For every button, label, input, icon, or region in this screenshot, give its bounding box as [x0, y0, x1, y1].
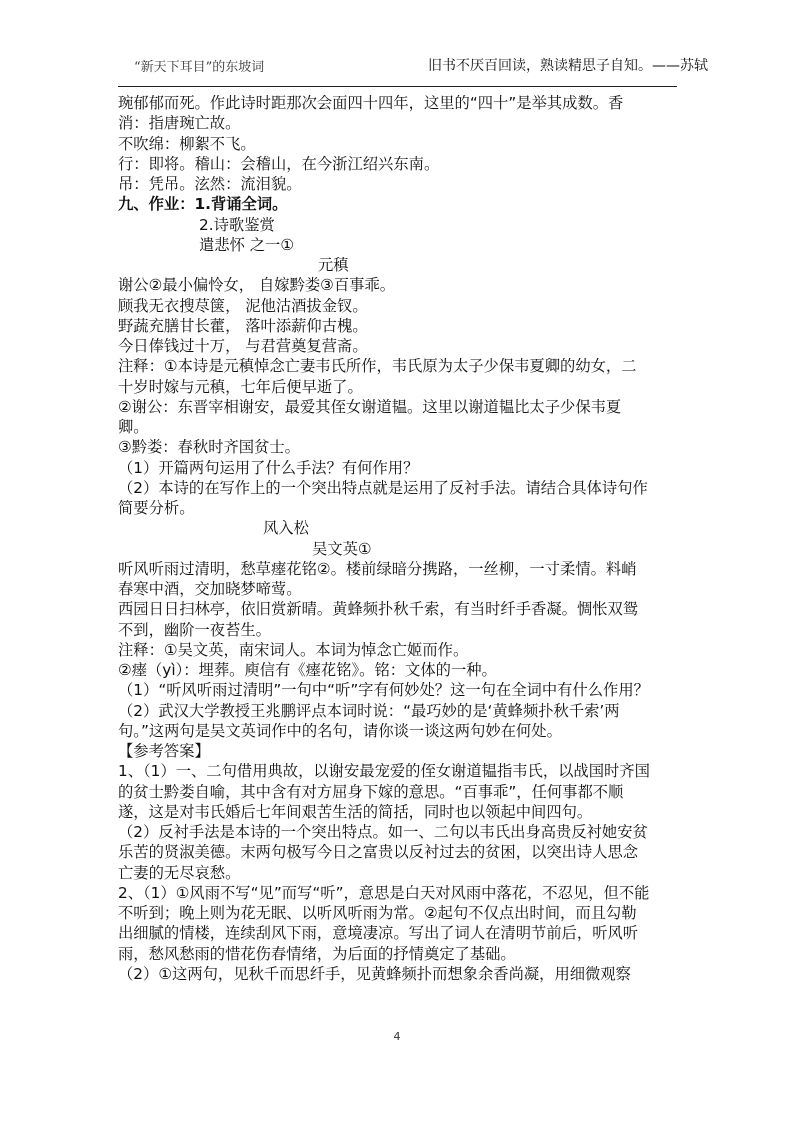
ci-line: 不到，幽阶一夜苔生。: [118, 620, 271, 639]
running-header-quote: 旧书不厌百回读，熟读精思子自知。——苏轼: [428, 58, 708, 74]
text-line: 消：指唐琬亡故。: [118, 114, 241, 133]
answer-line: 亡妻的无尽哀愁。: [118, 863, 241, 882]
annotation-line: 注释：①吴文英，南宋词人。本词为悼念亡姬而作。: [118, 640, 469, 659]
homework-heading: 九、作业：1.背诵全词。: [118, 195, 288, 214]
ci-line: 春寒中酒，交加晓梦啼莺。: [118, 580, 302, 598]
annotation-line: ③黔娄：春秋时齐国贫士。: [118, 438, 300, 457]
answer-line: 不听到；晚上则为花无眠、以听风听雨为常。②起句不仅点出时间，而且勾勒: [118, 904, 637, 922]
poem-line: 今日俸钱过十万， 与君营奠复营斋。: [118, 337, 368, 355]
ci-author: 吴文英①: [312, 539, 372, 558]
answer-line: 的贫士黔娄自喻，其中含有对方屈身下嫁的意思。“百事乖”，任何事都不顺: [118, 782, 624, 801]
ci-line: 西园日日扫林亭，依旧赏新晴。黄蜂频扑秋千索，有当时纤手香凝。惆怅双鸳: [118, 600, 639, 619]
answer-line: 雨，愁风愁雨的惜花伤春情绪，为后面的抒情奠定了基础。: [118, 944, 516, 963]
question-line: （1）开篇两句运用了什么手法？有何作用？: [118, 458, 419, 477]
document-body: [118, 93, 678, 984]
text-line: 琬郁郁而死。作此诗时距那次会面四十四年，这里的“四十”是举其成数。香: [118, 94, 624, 112]
annotation-line: 卿。: [118, 418, 149, 436]
poem-author: 元稹: [318, 256, 349, 274]
running-header-title: “新天下耳目”的东坡词: [134, 60, 265, 75]
annotation-line: 注释：①本诗是元稹悼念亡妻韦氏所作，韦氏原为太子少保韦夏卿的幼女，二: [118, 357, 637, 376]
text-line: 不吹绵：柳絮不飞。: [118, 134, 256, 153]
answer-line: 2、（1）①风雨不写“见”而写“听”，意思是白天对风雨中落花，不忍见，但不能: [118, 883, 650, 902]
text-line: 吊：凭吊。泫然：流泪貌。: [118, 175, 302, 193]
page-number: 4: [393, 1030, 401, 1043]
answer-line: 出细腻的情楼，连续刮风下雨，意境凄凉。写出了词人在清明节前后，听风听: [118, 924, 639, 943]
answer-line: （2）①这两句，见秋千而思纤手，见黄蜂频扑而想象余香尚凝，用细微观察: [118, 964, 631, 983]
annotation-line: ②瘗（yì）：埋葬。庾信有《瘗花铭》。铭：文体的一种。: [118, 661, 497, 679]
question-line: 句。”这两句是吴文英词作中的名句，请你谈一谈这两句妙在何处。: [118, 721, 562, 740]
question-line: （1）“听风听雨过清明”一句中“听”字有何妙处？这一句在全词中有什么作用？: [118, 681, 649, 700]
annotation-line: ②谢公：东晋宰相谢安，最爱其侄女谢道韫。这里以谢道韫比太子少保韦夏: [118, 397, 622, 416]
poem-title: 遣悲怀 之一①: [199, 235, 295, 254]
answer-line: 乐苦的贤淑美德。末两句极写今日之富贵以反衬过去的贫困，以突出诗人思念: [118, 843, 639, 862]
answer-line: （2）反衬手法是本诗的一个突出特点。如一、二句以韦氏出身高贵反衬她安贫: [118, 823, 648, 841]
ci-line: 听风听雨过清明，愁草瘗花铭②。楼前绿暗分携路，一丝柳，一寸柔情。料峭: [118, 559, 637, 578]
annotation-line: 十岁时嫁与元稹，七年后便早逝了。: [118, 377, 363, 396]
homework-item: 2.诗歌鉴赏: [199, 215, 275, 234]
answer-line: 1、（1）一、二句借用典故，以谢安最宠爱的侄女谢道韫指韦氏，以战国时齐国: [118, 762, 650, 781]
answer-heading: 【参考答案】: [118, 742, 210, 760]
poem-line: 野蔬充膳甘长藿， 落叶添薪仰古槐。: [118, 316, 368, 335]
text-line: 行：即将。稽山：会稽山，在今浙江绍兴东南。: [118, 154, 440, 173]
question-line: （2）武汉大学教授王兆鹏评点本词时说：“最巧妙的是‘黄蜂频扑秋千索’两: [118, 701, 620, 720]
ci-title: 风入松: [263, 519, 309, 538]
header-divider: [118, 86, 677, 87]
poem-line: 谢公②最小偏怜女， 自嫁黔娄③百事乖。: [118, 276, 396, 295]
answer-line: 遂，这是对韦氏婚后七年间艰苦生活的简括，同时也以领起中间四句。: [118, 802, 593, 821]
question-line: （2）本诗的在写作上的一个突出特点就是运用了反衬手法。请结合具体诗句作: [118, 478, 648, 497]
question-line: 简要分析。: [118, 499, 195, 517]
poem-line: 顾我无衣搜荩箧， 泥他沽酒拔金钗。: [118, 296, 368, 315]
